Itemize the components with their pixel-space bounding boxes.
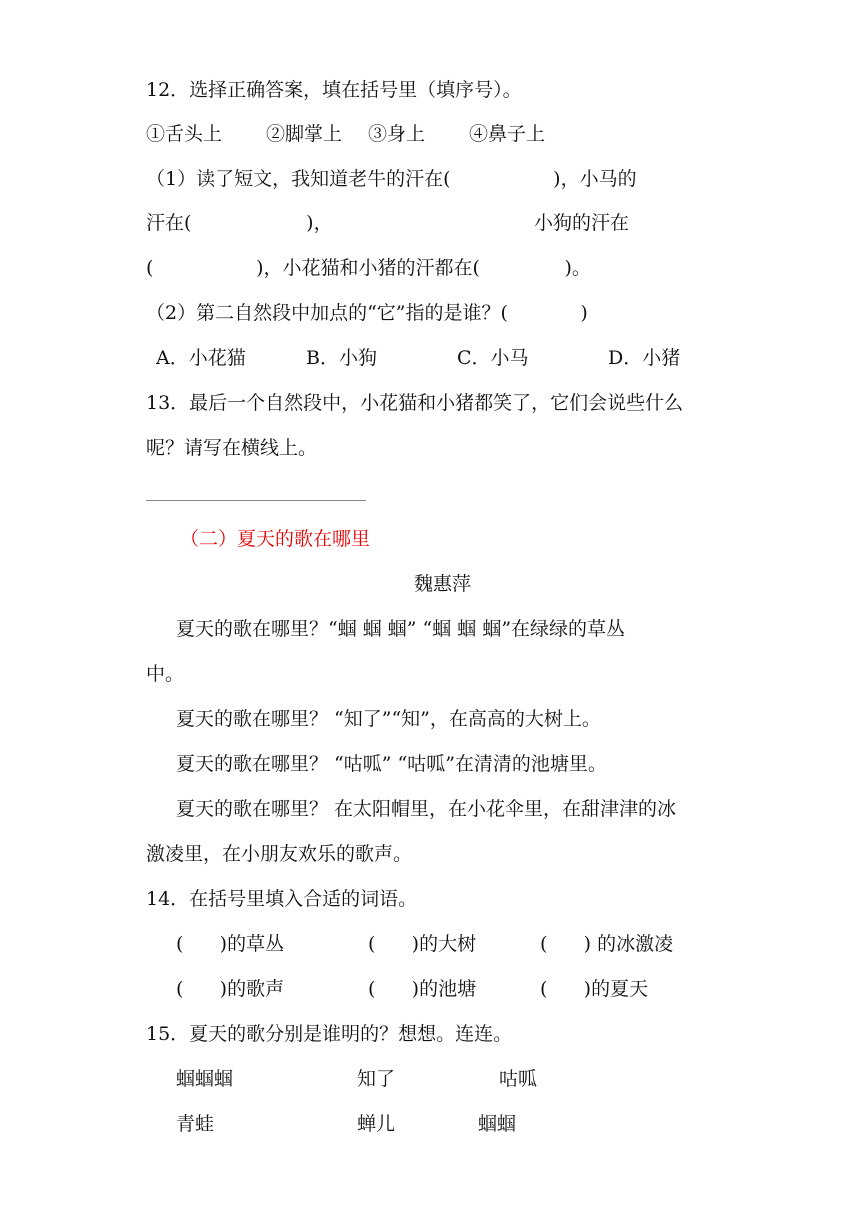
q15-left-2: 青蛙	[176, 1113, 215, 1135]
author: 魏惠萍	[414, 573, 472, 595]
q12-choice-c: C．小马	[457, 347, 529, 369]
answer-line	[146, 500, 366, 501]
q14-blank-4: ( )的歌声	[176, 978, 285, 1000]
q12-option-1: ①舌头上	[146, 123, 223, 145]
poem-p3: 夏天的歌在哪里？ “咕呱” “咕呱”在清清的池塘里。	[176, 753, 607, 775]
q12-option-3: ③身上	[368, 123, 426, 145]
q12-prompt: 12．选择正确答案，填在括号里（填序号）。	[146, 79, 522, 101]
q14-blank-1: ( )的草丛	[176, 933, 285, 955]
section-title: （二）夏天的歌在哪里	[180, 528, 371, 550]
q15-mid-2: 蝉儿	[357, 1113, 396, 1135]
q12-option-4: ④鼻子上	[469, 123, 546, 145]
q14-prompt: 14．在括号里填入合适的词语。	[146, 888, 418, 910]
q15-right-2: 蝈蝈	[478, 1113, 517, 1135]
poem-p2: 夏天的歌在哪里？ “知了”“知”，在高高的大树上。	[176, 708, 601, 730]
q12-option-2: ②脚掌上	[266, 123, 343, 145]
q14-blank-3: ( ) 的冰激凌	[540, 933, 674, 955]
q15-mid-1: 知了	[357, 1068, 396, 1090]
q15-prompt: 15．夏天的歌分别是谁明的？想想。连连。	[146, 1023, 513, 1045]
q12-choice-b: B．小狗	[306, 347, 377, 369]
q12-sub2: （2）第二自然段中加点的“它”指的是谁？( )	[146, 302, 588, 324]
q14-blank-2: ( )的大树	[368, 933, 477, 955]
poem-p1-line2: 中。	[146, 663, 185, 685]
q12-sub1-line2b: 小狗的汗在	[534, 212, 630, 234]
q12-choice-a: A．小花猫	[156, 347, 246, 369]
q12-sub1-line3: ( )，小花猫和小猪的汗都在( )。	[146, 257, 591, 279]
q13-line1: 13．最后一个自然段中，小花猫和小猪都笑了，它们会说些什么	[146, 392, 684, 414]
poem-p4-line2: 激凌里，在小朋友欢乐的歌声。	[146, 843, 413, 865]
q12-choice-d: D．小猪	[608, 347, 681, 369]
q12-sub1-line2a: 汗在( )，	[146, 212, 333, 234]
q15-left-1: 蝈蝈蝈	[176, 1068, 234, 1090]
q14-blank-5: ( )的池塘	[368, 978, 477, 1000]
q15-right-1: 咕呱	[499, 1068, 538, 1090]
q13-line2: 呢？请写在横线上。	[146, 437, 318, 459]
q12-sub1-line1: （1）读了短文，我知道老牛的汗在( )，小马的	[146, 168, 637, 190]
poem-p4-line1: 夏天的歌在哪里？ 在太阳帽里，在小花伞里，在甜津津的冰	[176, 798, 677, 820]
poem-p1-line1: 夏天的歌在哪里？“蝈 蝈 蝈” “蝈 蝈 蝈”在绿绿的草丛	[176, 618, 626, 640]
q14-blank-6: ( )的夏天	[540, 978, 649, 1000]
